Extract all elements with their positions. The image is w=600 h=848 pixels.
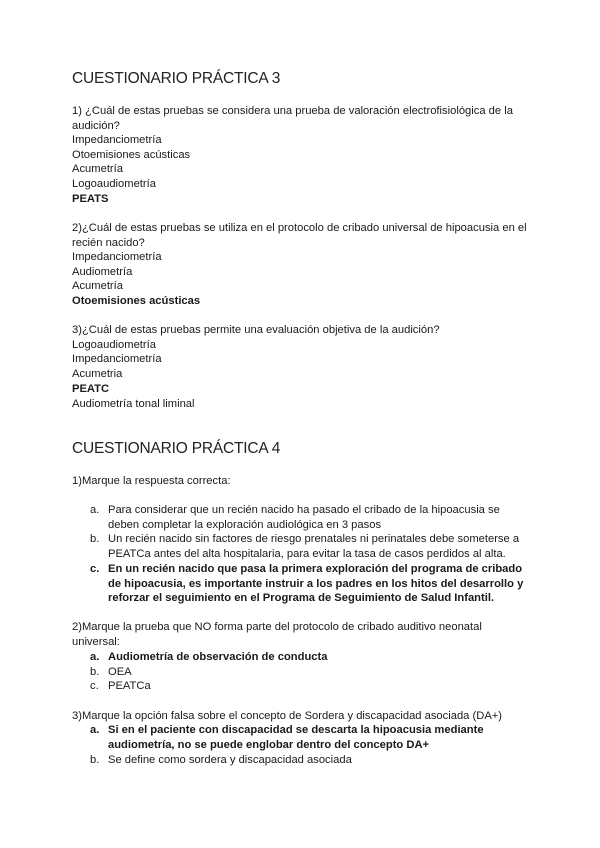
question-4-3: 3)Marque la opción falsa sobre el concepto de Sordera y discapacidad asociada (DA+)	[72, 710, 503, 722]
answer-option: Se define como sordera y discapacidad asociada	[108, 754, 352, 766]
list-marker: c.	[90, 563, 100, 575]
answer-option: Un recién nacido sin factores de riesgo prenatales ni perinatales debe someterse a PEATCa antes del alta hospitalaria, para evitar la tasa de casos perdidos al alta.	[108, 533, 520, 560]
list-marker: a.	[90, 504, 100, 516]
correct-answer: PEATC	[72, 383, 110, 395]
answer-option: Logoaudiometría	[72, 178, 156, 190]
list-marker: b.	[90, 666, 100, 678]
section-title-practica-4: CUESTIONARIO PRÁCTICA 4	[72, 440, 281, 457]
question-4-2: 2)Marque la prueba que NO forma parte del protocolo de cribado auditivo neonatal universal:	[72, 621, 482, 648]
list-marker: b.	[90, 754, 100, 766]
answer-option: Audiometría	[72, 266, 133, 278]
correct-answer: PEATS	[72, 193, 109, 205]
list-marker: a.	[90, 651, 100, 663]
answer-option: Acumetría	[72, 280, 123, 292]
correct-answer: Si en el paciente con discapacidad se descarta la hipoacusia mediante audiometría, no se puede englobar dentro del concepto DA+	[108, 724, 484, 751]
answer-option: PEATCa	[108, 680, 151, 692]
answer-option: Otoemisiones acústicas	[72, 149, 191, 161]
answer-option: Para considerar que un recién nacido ha pasado el cribado de la hipoacusia se deben completar la exploración audiológica en 3 pasos	[108, 504, 500, 531]
question-3-1: 1) ¿Cuál de estas pruebas se considera una prueba de valoración electrofisiológica de la audición?	[72, 105, 513, 132]
answer-option: OEA	[108, 666, 132, 678]
answer-option: Impedanciometría	[72, 251, 162, 263]
answer-option: Impedanciometría	[72, 353, 162, 365]
correct-answer: En un recién nacido que pasa la primera exploración del programa de cribado de hipoacusia, es importante instruir a los padres en los hitos del desarrollo y reforzar el seguimiento en el Programa de Seguimiento de Salud Infantil.	[108, 563, 524, 605]
question-3-2: 2)¿Cuál de estas pruebas se utiliza en el protocolo de cribado universal de hipoacusia en el recién nacido?	[72, 222, 527, 249]
list-marker: c.	[90, 680, 99, 692]
answer-option: Impedanciometría	[72, 134, 162, 146]
question-4-1: 1)Marque la respuesta correcta:	[72, 475, 231, 487]
correct-answer: Otoemisiones acústicas	[72, 295, 201, 307]
answer-option: Acumetría	[72, 163, 123, 175]
answer-option: Audiometría tonal liminal	[72, 398, 195, 410]
list-marker: a.	[90, 724, 100, 736]
list-marker: b.	[90, 533, 100, 545]
question-3-3: 3)¿Cuál de estas pruebas permite una evaluación objetiva de la audición?	[72, 324, 440, 336]
section-title-practica-3: CUESTIONARIO PRÁCTICA 3	[72, 70, 281, 87]
answer-option: Acumetria	[72, 368, 123, 380]
answer-option: Logoaudiometría	[72, 339, 156, 351]
correct-answer: Audiometría de observación de conducta	[108, 651, 328, 663]
